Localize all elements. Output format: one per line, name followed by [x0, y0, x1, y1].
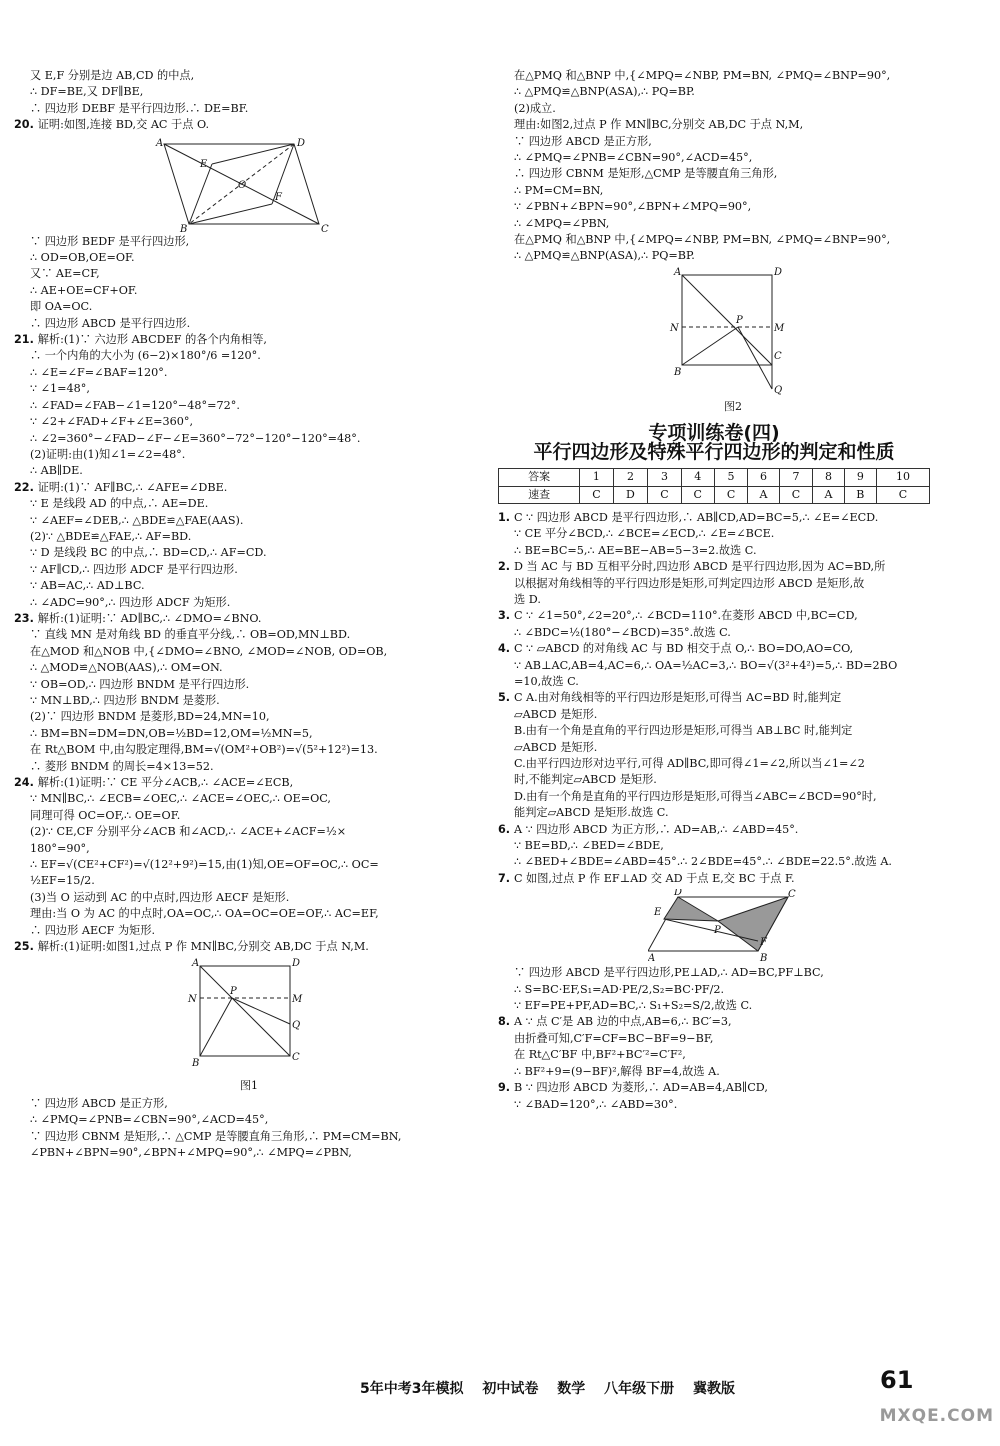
line-text: ∵ ∠1=48°,: [30, 382, 90, 396]
problem-number: 24.: [14, 776, 38, 790]
line-text: ∵ 直线 MN 是对角线 BD 的垂直平分线,∴ OB=OD,MN⊥BD.: [30, 628, 351, 642]
solution-line: [498, 166, 930, 182]
answer-number: 7: [779, 469, 812, 486]
solution-line: [498, 854, 930, 870]
svg-text:B: B: [760, 953, 768, 964]
solution-line: [14, 923, 470, 939]
line-text: 解析:(1)∵ 六边形 ABCDEF 的各个内角相等,: [37, 333, 267, 347]
line-text: ∴ 菱形 BNDM 的周长=4×13=52.: [30, 759, 214, 773]
solution-line: [498, 1064, 930, 1080]
answer-number: 5: [714, 469, 747, 486]
line-text: ∴ △MOD≌△NOB(AAS),∴ OM=ON.: [30, 661, 223, 675]
answer-number: 4: [681, 469, 714, 486]
line-text: ∵ 四边形 CBNM 是矩形,∴ △CMP 是等腰直角三角形,∴ PM=CM=BN,: [30, 1129, 402, 1143]
solution-line: [14, 316, 470, 332]
svg-text:O: O: [238, 179, 247, 191]
solution-line: [14, 529, 470, 545]
line-text: =10,故选 C.: [514, 674, 579, 688]
answer-letter: A: [748, 486, 780, 503]
problem-number: 2.: [498, 560, 514, 574]
line-text: ∵ AF∥CD,∴ 四边形 ADCF 是平行四边形.: [30, 562, 238, 576]
solution-line: [14, 562, 470, 578]
answer-letter: C: [681, 486, 714, 503]
svg-text:F: F: [275, 191, 282, 203]
footer: [360, 1378, 960, 1398]
section-title: 专项训练卷(四): [648, 422, 780, 445]
figure-fig20: [14, 136, 470, 232]
svg-text:N: N: [188, 993, 197, 1005]
line-text: ▱ABCD 是矩形.: [514, 740, 598, 754]
problem-number: 21.: [14, 333, 38, 347]
page-number: 61: [880, 1366, 914, 1394]
line-text: 解析:(1)证明:∵ CE 平分∠ACB,∴ ∠ACE=∠ECB,: [37, 776, 294, 790]
answer-letter: D: [613, 486, 648, 503]
svg-text:N: N: [670, 322, 679, 334]
solution-line: [498, 805, 930, 821]
solution-line: [14, 234, 470, 250]
problem-number: 1.: [498, 510, 514, 524]
solution-line: [14, 1112, 470, 1128]
line-text: ∵ OB=OD,∴ 四边形 BNDM 是平行四边形.: [30, 677, 250, 691]
line-text: ∴ ∠FAD=∠FAB−∠1=120°−48°=72°.: [30, 398, 240, 412]
solution-line: [14, 808, 470, 824]
problem-line: [498, 559, 930, 575]
line-text: 在△MOD 和△NOB 中,{∠DMO=∠BNO, ∠MOD=∠NOB, OD=OB,: [30, 644, 388, 658]
solution-line: [498, 982, 930, 998]
line-text: ∵ ∠BAD=120°,∴ ∠ABD=30°.: [514, 1097, 678, 1111]
solution-line: [498, 1097, 930, 1113]
section-subtitle: 平行四边形及特殊平行四边形的判定和性质: [533, 440, 895, 463]
answer-letter: C: [779, 486, 812, 503]
svg-text:C: C: [321, 223, 329, 232]
solution-line: [498, 740, 930, 756]
line-text: 时,不能判定▱ABCD 是矩形.: [514, 773, 657, 787]
solution-line: [14, 513, 470, 529]
line-text: ∴ ∠2=360°−∠FAD−∠F−∠E=360°−72°−120°−120°=48°.: [30, 431, 361, 445]
line-text: ∵ ∠2+∠FAD+∠F+∠E=360°,: [30, 415, 194, 429]
svg-text:M: M: [774, 322, 785, 334]
line-text: 证明:(1)∵ AF∥BC,∴ ∠AFE=∠DBE.: [37, 480, 228, 494]
problem-line: [14, 480, 470, 496]
problem-line: [14, 775, 470, 791]
svg-text:B: B: [192, 1057, 200, 1069]
solution-line: [14, 283, 470, 299]
problem-line: [14, 611, 470, 627]
line-text: ∵ MN⊥BD,∴ 四边形 BNDM 是菱形.: [30, 694, 220, 707]
line-text: 理由:当 O 为 AC 的中点时,OA=OC,∴ OA=OC=OE=OF,∴ AC=EF,: [30, 907, 379, 921]
svg-text:A: A: [648, 953, 656, 964]
answer-table-header: 速查: [499, 486, 580, 503]
solution-line: [14, 857, 470, 873]
line-text: ▱ABCD 是矩形.: [514, 707, 598, 721]
solution-line: [498, 772, 930, 788]
problem-line: [498, 822, 930, 838]
line-text: ∵ CE 平分∠BCD,∴ ∠BCE=∠ECD,∴ ∠E=∠BCE.: [514, 527, 775, 541]
answer-number: 8: [813, 469, 845, 486]
solution-line: [14, 742, 470, 758]
answer-letter: C: [876, 486, 929, 503]
line-text: C.由平行四边形对边平行,可得 AD∥BC,即可得∠1=∠2,所以当∠1=∠2: [514, 757, 865, 770]
solution-line: [14, 398, 470, 414]
solution-line: [498, 101, 930, 117]
problem-line: [14, 117, 470, 133]
svg-text:P: P: [714, 925, 721, 937]
line-text: 以根据对角线相等的平行四边形是矩形,可判定四边形 ABCD 是矩形,故: [514, 576, 865, 590]
line-text: 又∵ AE=CF,: [30, 267, 100, 281]
line-text: ∵ MN∥BC,∴ ∠ECB=∠OEC,∴ ∠ACE=∠OEC,∴ OE=OC,: [30, 792, 331, 806]
answer-letter: B: [844, 486, 876, 503]
line-text: ∴ ∠PMQ=∠PNB=∠CBN=90°,∠ACD=45°,: [30, 1113, 269, 1127]
solution-line: [498, 68, 930, 84]
figure-square-2: [668, 267, 798, 399]
line-text: (2)成立.: [514, 101, 556, 115]
solution-line: [14, 101, 470, 117]
svg-text:B: B: [180, 223, 188, 232]
line-text: D.由有一个角是直角的平行四边形是矩形,可得当∠ABC=∠BCD=90°时,: [514, 789, 877, 803]
line-text: ∵ AB⊥AC,AB=4,AC=6,∴ OA=½AC=3,∴ BO=√(3²+4²)=5,∴ BD=2BO: [514, 658, 898, 672]
solution-line: [14, 365, 470, 381]
svg-text:A: A: [192, 957, 200, 969]
problem-number: 23.: [14, 611, 38, 625]
line-text: ∴ BF²+9=(9−BF)²,解得 BF=4,故选 A.: [514, 1064, 720, 1078]
line-text: 能判定▱ABCD 是矩形.故选 C.: [514, 806, 669, 820]
line-text: ∴ EF=√(CE²+CF²)=√(12²+9²)=15,由(1)知,OE=OF=OC,∴ OC=: [30, 858, 379, 872]
answer-table: [498, 468, 930, 504]
line-text: 同理可得 OC=OF,∴ OE=OF.: [30, 808, 181, 822]
line-text: 理由:如图2,过点 P 作 MN∥BC,分别交 AB,DC 于点 N,M,: [514, 118, 804, 132]
svg-text:C: C: [292, 1051, 300, 1063]
problem-line: [498, 510, 930, 526]
problem-line: [498, 871, 930, 887]
line-text: 解析:(1)证明:如图1,过点 P 作 MN∥BC,分别交 AB,DC 于点 N,M.: [37, 940, 369, 954]
line-text: 选 D.: [514, 592, 541, 606]
solution-line: [14, 841, 470, 857]
solution-line: [498, 134, 930, 150]
solution-line: [498, 723, 930, 739]
line-text: C ∵ ▱ABCD 的对角线 AC 与 BD 相交于点 O,∴ BO=DO,AO=CO,: [513, 642, 854, 656]
line-text: ∴ AE+OE=CF+OF.: [30, 283, 138, 297]
line-text: C ∵ ∠1=50°,∠2=20°,∴ ∠BCD=110°.在菱形 ABCD 中,BC=CD,: [513, 609, 858, 623]
solution-line: [14, 1145, 470, 1161]
svg-text:P: P: [230, 985, 237, 997]
svg-text:D: D: [297, 137, 306, 149]
left-column: [14, 68, 470, 1162]
footer-subject: 数学: [557, 1381, 586, 1397]
line-text: ∴ ∠E=∠F=∠BAF=120°.: [30, 365, 168, 379]
solution-line: [14, 660, 470, 676]
svg-text:E: E: [200, 158, 208, 170]
solution-line: [498, 576, 930, 592]
answer-table-header: 答案: [499, 469, 580, 486]
line-text: (2)证明:由(1)知∠1=∠2=48°.: [30, 447, 186, 461]
line-text: ∵ 四边形 ABCD 是正方形,: [514, 134, 652, 148]
figure-fig2: [498, 267, 930, 415]
problem-number: 25.: [14, 940, 38, 954]
figure-fig7: [498, 889, 930, 963]
solution-line: [14, 414, 470, 430]
problem-line: [498, 1080, 930, 1096]
solution-line: [14, 873, 470, 889]
solution-line: [14, 578, 470, 594]
answer-letter: C: [648, 486, 681, 503]
line-text: ∴ ∠MPQ=∠PBN,: [514, 216, 610, 230]
line-text: A ∵ 四边形 ABCD 为正方形,∴ AD=AB,∴ ∠ABD=45°.: [513, 822, 799, 836]
line-text: 即 OA=OC.: [30, 300, 93, 314]
svg-text:A: A: [674, 266, 682, 278]
problem-number: 8.: [498, 1015, 514, 1029]
solution-line: [14, 627, 470, 643]
solution-line: [14, 431, 470, 447]
solution-line: [498, 592, 930, 608]
line-text: ∵ AB=AC,∴ AD⊥BC.: [30, 579, 145, 593]
solution-line: [14, 906, 470, 922]
figure-parallelogram-20: [154, 136, 334, 232]
line-text: ∴ BE=BC=5,∴ AE=BE−AB=5−3=2.故选 C.: [514, 543, 757, 557]
line-text: 解析:(1)证明:∵ AD∥BC,∴ ∠DMO=∠BNO.: [37, 611, 262, 625]
answer-number: 1: [580, 469, 613, 486]
line-text: 180°=90°,: [30, 841, 90, 855]
solution-line: [498, 117, 930, 133]
problem-line: [498, 690, 930, 706]
line-text: ∵ EF=PE+PF,AD=BC,∴ S₁+S₂=S/2,故选 C.: [514, 999, 753, 1013]
svg-text:A: A: [156, 137, 164, 149]
line-text: 在△PMQ 和△BNP 中,{∠MPQ=∠NBP, PM=BN, ∠PMQ=∠BNP=90°,: [514, 233, 891, 247]
svg-text:D: D: [674, 889, 683, 899]
line-text: ∴ PM=CM=BN,: [514, 183, 604, 197]
solution-line: [14, 266, 470, 282]
line-text: ∴ DF=BE,又 DF∥BE,: [30, 85, 144, 99]
line-text: ∵ 四边形 BEDF 是平行四边形,: [30, 234, 190, 248]
solution-line: [14, 381, 470, 397]
line-text: ∴ ∠PMQ=∠PNB=∠CBN=90°,∠ACD=45°,: [514, 151, 753, 165]
solution-line: [498, 84, 930, 100]
line-text: (2)∵ △BDE≌△FAE,∴ AF=BD.: [30, 529, 192, 543]
solution-line: [14, 250, 470, 266]
solution-line: [498, 756, 930, 772]
watermark: MXQE.COM: [879, 1406, 994, 1426]
line-text: C A.由对角线相等的平行四边形是矩形,可得当 AC=BD 时,能判定: [513, 691, 842, 705]
line-text: 证明:如图,连接 BD,交 AC 于点 O.: [37, 118, 210, 132]
line-text: C 如图,过点 P 作 EF⊥AD 交 AD 于点 E,交 BC 于点 F.: [513, 871, 795, 885]
line-text: ∴ 四边形 CBNM 是矩形,△CMP 是等腰直角三角形,: [514, 167, 778, 181]
answer-number: 3: [648, 469, 681, 486]
svg-text:C: C: [774, 350, 782, 362]
line-text: ∴ BM=BN=DM=DN,OB=½BD=12,OM=½MN=5,: [30, 726, 313, 740]
footer-grade: 八年级下册: [604, 1381, 675, 1397]
line-text: (2)∵ 四边形 BNDM 是菱形,BD=24,MN=10,: [30, 710, 270, 724]
line-text: 在 Rt△C′BF 中,BF²+BC′²=C′F²,: [514, 1048, 686, 1062]
svg-text:P: P: [736, 314, 743, 326]
line-text: ∴ ∠BED+∠BDE=∠ABD=45°.∴ 2∠BDE=45°.∴ ∠BDE=22.5°.故选 A.: [514, 855, 892, 869]
solution-line: [498, 998, 930, 1014]
solution-line: [498, 216, 930, 232]
solution-line: [14, 545, 470, 561]
problem-line: [14, 939, 470, 955]
svg-text:F: F: [760, 937, 767, 949]
line-text: ∴ 四边形 ABCD 是平行四边形.: [30, 316, 191, 330]
line-text: ∴ 四边形 DEBF 是平行四边形.∴ DE=BF.: [30, 101, 249, 115]
line-text: ∴ 四边形 AECF 为矩形.: [30, 923, 156, 937]
solution-line: [14, 299, 470, 315]
figure-parallelogram-7: [648, 889, 798, 963]
solution-line: [498, 183, 930, 199]
answer-letter: C: [714, 486, 747, 503]
line-text: ∠PBN+∠BPN=90°,∠BPN+∠MPQ=90°,∴ ∠MPQ=∠PBN,: [30, 1146, 352, 1160]
line-text: ∵ ∠PBN+∠BPN=90°,∠BPN+∠MPQ=90°,: [514, 200, 752, 214]
solution-line: [498, 526, 930, 542]
svg-text:Q: Q: [292, 1019, 301, 1031]
line-text: ∵ ∠AEF=∠DEB,∴ △BDE≌△FAE(AAS).: [30, 513, 244, 527]
line-text: ∵ 四边形 ABCD 是正方形,: [30, 1096, 168, 1110]
line-text: (3)当 O 运动到 AC 的中点时,四边形 AECF 是矩形.: [30, 890, 290, 904]
solution-line: [14, 791, 470, 807]
figure-caption: 图1: [240, 1078, 258, 1092]
footer-edition: 冀教版: [692, 1381, 735, 1397]
solution-line: [14, 644, 470, 660]
problem-number: 3.: [498, 609, 514, 623]
solution-line: [498, 199, 930, 215]
solution-line: [14, 595, 470, 611]
svg-text:D: D: [292, 957, 301, 969]
problem-number: 9.: [498, 1081, 514, 1095]
line-text: ∴ 一个内角的大小为 (6−2)×180°/6 =120°.: [30, 349, 261, 363]
problem-number: 6.: [498, 822, 514, 836]
line-text: ∴ AB∥DE.: [30, 464, 83, 478]
answer-number: 10: [876, 469, 929, 486]
line-text: ∵ BE=BD,∴ ∠BED=∠BDE,: [514, 839, 664, 853]
problem-line: [498, 1014, 930, 1030]
footer-type: 初中试卷: [482, 1381, 539, 1397]
solution-line: [14, 759, 470, 775]
solution-line: [14, 677, 470, 693]
solution-line: [14, 463, 470, 479]
svg-text:C: C: [788, 889, 796, 901]
problem-number: 7.: [498, 871, 514, 885]
solution-line: [498, 1047, 930, 1063]
solution-line: [14, 348, 470, 364]
line-text: B.由有一个角是直角的平行四边形是矩形,可得当 AB⊥BC 时,能判定: [514, 724, 853, 738]
answer-number: 9: [844, 469, 876, 486]
line-text: C ∵ 四边形 ABCD 是平行四边形,∴ AB∥CD,AD=BC=5,∴ ∠E=∠ECD.: [513, 510, 879, 524]
problem-number: 4.: [498, 642, 514, 656]
answer-letter: C: [580, 486, 613, 503]
answer-number: 2: [613, 469, 648, 486]
solution-line: [14, 824, 470, 840]
line-text: ∴ △PMQ≌△BNP(ASA),∴ PQ=BP.: [514, 249, 695, 263]
solution-line: [498, 658, 930, 674]
footer-series: 5年中考3年模拟: [360, 1381, 464, 1397]
problem-number: 5.: [498, 691, 514, 705]
solution-line: [14, 68, 470, 84]
solution-line: [14, 496, 470, 512]
line-text: 在△PMQ 和△BNP 中,{∠MPQ=∠NBP, PM=BN, ∠PMQ=∠BNP=90°,: [514, 69, 891, 82]
problem-line: [498, 641, 930, 657]
line-text: ∴ ∠BDC=½(180°−∠BCD)=35°.故选 C.: [514, 625, 731, 639]
problem-line: [14, 332, 470, 348]
right-column: [498, 68, 930, 1113]
solution-line: [14, 890, 470, 906]
problem-number: 22.: [14, 480, 38, 494]
line-text: ∵ 四边形 ABCD 是平行四边形,PE⊥AD,∴ AD=BC,PF⊥BC,: [514, 966, 824, 980]
solution-line: [498, 625, 930, 641]
solution-line: [498, 543, 930, 559]
solution-line: [14, 1096, 470, 1112]
line-text: D 当 AC 与 BD 互相平分时,四边形 ABCD 是平行四边形,因为 AC=BD,所: [513, 560, 886, 574]
figure-caption: 图2: [724, 399, 742, 413]
line-text: ½EF=15/2.: [30, 874, 95, 888]
answer-number: 6: [748, 469, 780, 486]
solution-line: [498, 150, 930, 166]
problem-line: [498, 608, 930, 624]
line-text: B ∵ 四边形 ABCD 为菱形,∴ AD=AB=4,AB∥CD,: [513, 1081, 768, 1095]
solution-line: [498, 707, 930, 723]
svg-text:B: B: [674, 366, 682, 378]
line-text: 又 E,F 分别是边 AB,CD 的中点,: [30, 69, 195, 82]
solution-line: [498, 965, 930, 981]
solution-line: [498, 838, 930, 854]
svg-text:Q: Q: [774, 384, 783, 396]
solution-line: [498, 674, 930, 690]
figure-fig1: [14, 958, 470, 1094]
solution-line: [14, 726, 470, 742]
line-text: A ∵ 点 C′是 AB 边的中点,AB=6,∴ BC′=3,: [513, 1015, 732, 1029]
figure-square-1: [184, 958, 314, 1078]
solution-line: [498, 232, 930, 248]
svg-text:D: D: [774, 266, 783, 278]
answer-letter: A: [813, 486, 845, 503]
line-text: 在 Rt△BOM 中,由勾股定理得,BM=√(OM²+OB²)=√(5²+12²)=13.: [30, 743, 378, 757]
svg-text:E: E: [654, 907, 662, 919]
solution-line: [498, 789, 930, 805]
solution-line: [14, 693, 470, 709]
solution-line: [14, 447, 470, 463]
svg-text:M: M: [292, 993, 303, 1005]
solution-line: [14, 84, 470, 100]
line-text: ∴ △PMQ≌△BNP(ASA),∴ PQ=BP.: [514, 85, 695, 99]
line-text: ∴ S=BC·EF,S₁=AD·PE/2,S₂=BC·PF/2.: [514, 982, 725, 996]
solution-line: [498, 248, 930, 264]
solution-line: [498, 1031, 930, 1047]
line-text: ∵ D 是线段 BC 的中点,∴ BD=CD,∴ AF=CD.: [30, 546, 267, 560]
line-text: (2)∵ CE,CF 分别平分∠ACB 和∠ACD,∴ ∠ACE+∠ACF=½×: [30, 825, 347, 839]
line-text: ∵ E 是线段 AD 的中点,∴ AE=DE.: [30, 497, 209, 511]
line-text: 由折叠可知,C′F=CF=BC−BF=9−BF,: [514, 1031, 714, 1045]
line-text: ∴ ∠ADC=90°,∴ 四边形 ADCF 为矩形.: [30, 595, 231, 609]
problem-number: 20.: [14, 118, 38, 132]
solution-line: [14, 709, 470, 725]
line-text: ∴ OD=OB,OE=OF.: [30, 251, 135, 265]
solution-line: [14, 1129, 470, 1145]
